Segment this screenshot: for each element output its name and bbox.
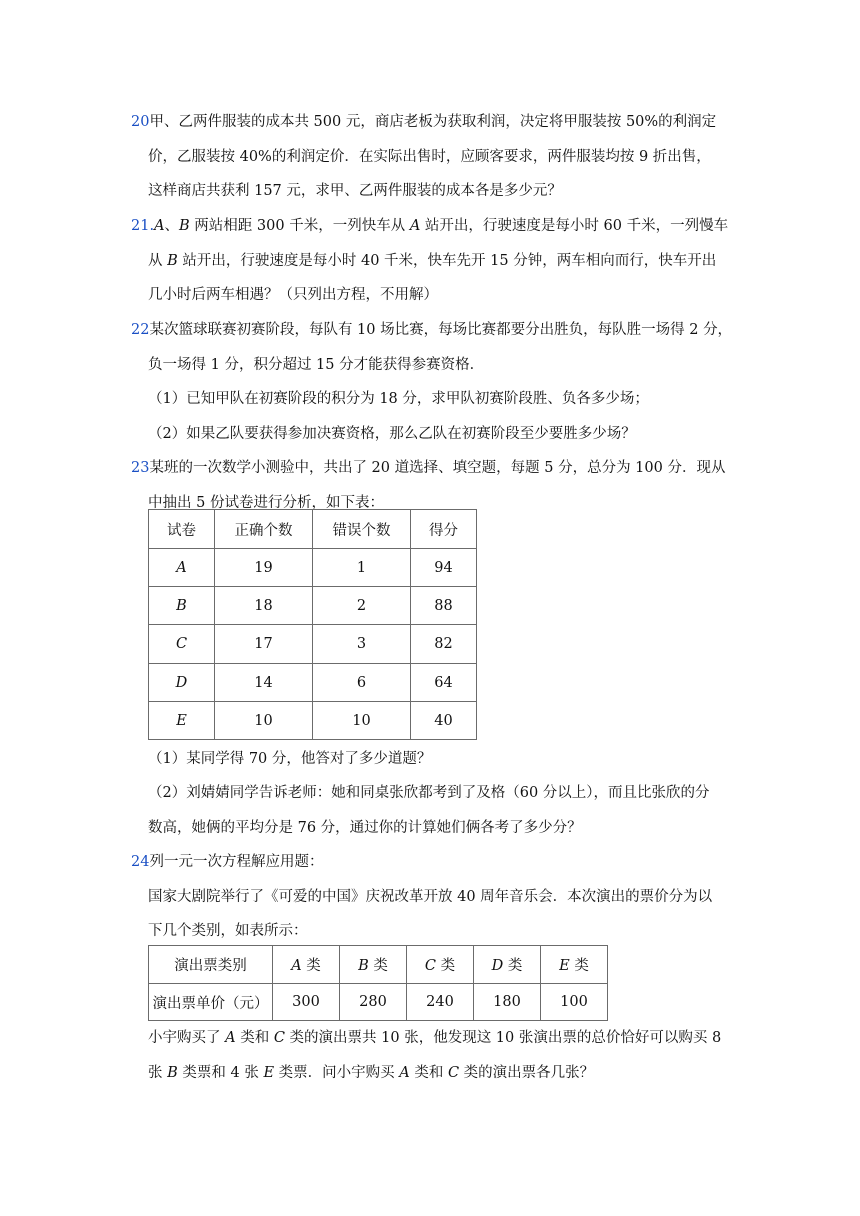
table-row [149, 625, 477, 664]
table-cell: 40 [411, 702, 477, 740]
question-23-part-2-line-1: （2）刘婧婧同学告诉老师：她和同桌张欣都考到了及格（60 分以上），而且比张欣的分 [148, 785, 710, 801]
question-24-line-3: 下几个类别，如表所示： [148, 923, 308, 939]
table-row [149, 587, 477, 625]
table-cell: 82 [411, 625, 477, 664]
category-cell: A 类 [273, 946, 340, 984]
category-cell: E 类 [541, 946, 608, 984]
table-cell: B [149, 587, 215, 625]
question-21-line-2: 从 B 站开出，行驶速度是每小时 40 千米，快车先开 15 分钟，两车相向而行，快车开出 [148, 253, 717, 269]
question-20-line-2: 价，乙服装按 40%的利润定价．在实际出售时，应顾客要求，两件服装均按 9 折出售， [148, 149, 711, 165]
table-cell: 2 [313, 587, 411, 625]
table-cell: 10 [313, 702, 411, 740]
ticket-table-header [149, 946, 608, 984]
question-number: 20 [131, 114, 150, 130]
table-row [149, 664, 477, 702]
table-row [149, 549, 477, 587]
table-cell: 88 [411, 587, 477, 625]
question-20-line-3: 这样商店共获利 157 元，求甲、乙两件服装的成本各是多少元？ [148, 183, 562, 199]
price-cell: 100 [541, 984, 608, 1021]
category-cell: B 类 [340, 946, 407, 984]
table-cell: 64 [411, 664, 477, 702]
question-21-line-1: 21.A、B 两站相距 300 千米，一列快车从 A 站开出，行驶速度是每小时 60 千米，一列慢车 [131, 218, 729, 234]
row-label: 演出票单价（元） [149, 984, 273, 1021]
table-cell: A [149, 549, 215, 587]
table-cell: 14 [215, 664, 313, 702]
table-row [149, 984, 608, 1021]
question-number: 23 [131, 460, 150, 476]
question-24-line-4: 小宇购买了 A 类和 C 类的演出票共 10 张，他发现这 10 张演出票的总价恰好可以购买 8 [148, 1030, 722, 1046]
price-cell: 180 [474, 984, 541, 1021]
price-cell: 280 [340, 984, 407, 1021]
category-cell: D 类 [474, 946, 541, 984]
question-23-line-1: 23某班的一次数学小测验中，共出了 20 道选择、填空题，每题 5 分，总分为 100 分．现从 [131, 460, 726, 476]
question-23-part-2-line-2: 数高，她俩的平均分是 76 分，通过你的计算她们俩各考了多少分？ [148, 820, 582, 836]
table-cell: 1 [313, 549, 411, 587]
table-row [149, 702, 477, 740]
table-cell: E [149, 702, 215, 740]
question-24-line-2: 国家大剧院举行了《可爱的中国》庆祝改革开放 40 周年音乐会．本次演出的票价分为以 [148, 889, 713, 905]
table-cell: D [149, 664, 215, 702]
table-cell: 3 [313, 625, 411, 664]
table-cell: 19 [215, 549, 313, 587]
question-21-line-3: 几小时后两车相遇？（只列出方程，不用解） [148, 287, 438, 303]
table-cell: 18 [215, 587, 313, 625]
question-number: 24 [131, 854, 150, 870]
question-24-line-5: 张 B 类票和 4 张 E 类票．问小宇购买 A 类和 C 类的演出票各几张？ [148, 1065, 595, 1081]
table-cell: 17 [215, 625, 313, 664]
column-header: 得分 [411, 510, 477, 549]
price-cell: 300 [273, 984, 340, 1021]
score-table [148, 509, 477, 740]
question-22-part-2: （2）如果乙队要获得参加决赛资格，那么乙队在初赛阶段至少要胜多少场？ [148, 426, 636, 442]
ticket-price-table [148, 945, 608, 1021]
question-23-line-2: 中抽出 5 份试卷进行分析，如下表： [148, 495, 384, 511]
table-cell: 94 [411, 549, 477, 587]
price-cell: 240 [407, 984, 474, 1021]
table-cell: 6 [313, 664, 411, 702]
question-22-line-1: 22某次篮球联赛初赛阶段，每队有 10 场比赛，每场比赛都要分出胜负，每队胜一场得 2 分， [131, 322, 733, 338]
table-cell: C [149, 625, 215, 664]
question-22-part-1: （1）已知甲队在初赛阶段的积分为 18 分，求甲队初赛阶段胜、负各多少场； [148, 391, 649, 407]
row-label: 演出票类别 [149, 946, 273, 984]
score-table-header [149, 510, 477, 549]
column-header: 试卷 [149, 510, 215, 549]
category-cell: C 类 [407, 946, 474, 984]
question-24-line-1: 24列一元一次方程解应用题： [131, 854, 324, 870]
question-number: 22 [131, 322, 150, 338]
column-header: 正确个数 [215, 510, 313, 549]
column-header: 错误个数 [313, 510, 411, 549]
question-23-part-1: （1）某同学得 70 分，他答对了多少道题？ [148, 751, 432, 767]
question-22-line-2: 负一场得 1 分，积分超过 15 分才能获得参赛资格． [148, 357, 485, 373]
question-number: 21. [131, 218, 155, 234]
question-20-line-1: 20甲、乙两件服装的成本共 500 元，商店老板为获取利润，决定将甲服装按 50%的利润定 [131, 114, 717, 130]
table-cell: 10 [215, 702, 313, 740]
